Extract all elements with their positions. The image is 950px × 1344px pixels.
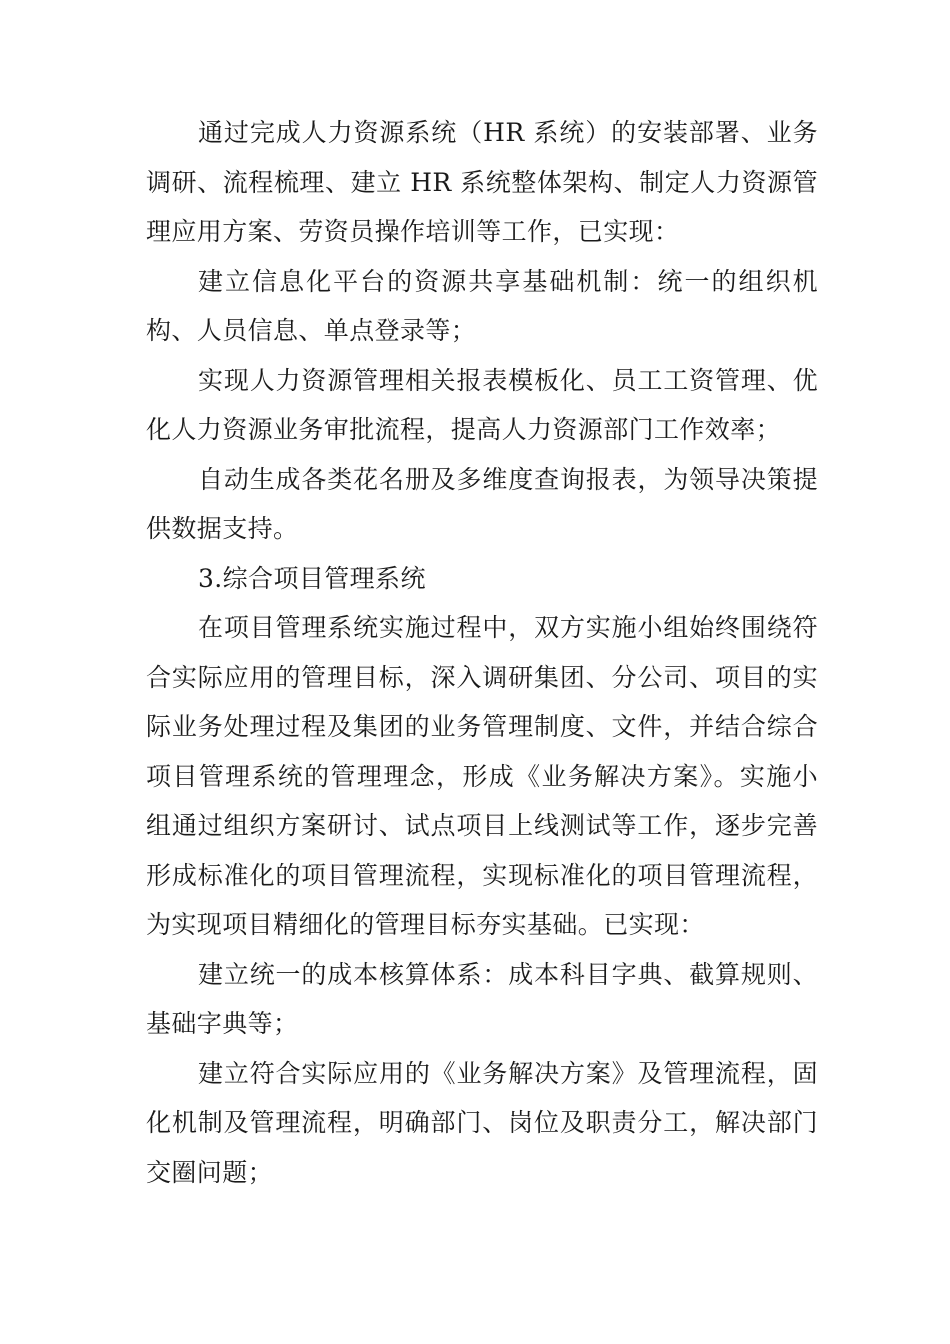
paragraph-business-solution: 建立符合实际应用的《业务解决方案》及管理流程，固化机制及管理流程，明确部门、岗位及职责分工，解决部门交圈问题； — [146, 1058, 818, 1187]
paragraph-report-templates: 实现人力资源管理相关报表模板化、员工工资管理、优化人力资源业务审批流程，提高人力资源部门工作效率； — [146, 365, 818, 444]
paragraph-project-implementation: 在项目管理系统实施过程中，双方实施小组始终围绕符合实际应用的管理目标，深入调研集团、分公司、项目的实际业务处理过程及集团的业务管理制度、文件，并结合综合项目管理系统的管理理念，形成《业务解决方案》。实施小组通过组织方案研讨、试点项目上线测试等工作，逐步完善形成标准化的项目管理流程，实现标准化的项目管理流程，为实现项目精细化的管理目标夯实基础。已实现： — [146, 613, 818, 939]
paragraph-cost-accounting: 建立统一的成本核算体系：成本科目字典、截算规则、基础字典等； — [146, 959, 818, 1038]
document-body — [146, 108, 818, 1197]
paragraph-hr-intro: 通过完成人力资源系统（HR 系统）的安装部署、业务调研、流程梳理、建立 HR 系统整体架构、制定人力资源管理应用方案、劳资员操作培训等工作，已实现： — [146, 118, 818, 246]
section-heading-project-management: 3.综合项目管理系统 — [198, 563, 426, 593]
paragraph-roster-reports: 自动生成各类花名册及多维度查询报表，为领导决策提供数据支持。 — [146, 464, 818, 543]
paragraph-resource-sharing: 建立信息化平台的资源共享基础机制：统一的组织机构、人员信息、单点登录等； — [146, 266, 818, 345]
